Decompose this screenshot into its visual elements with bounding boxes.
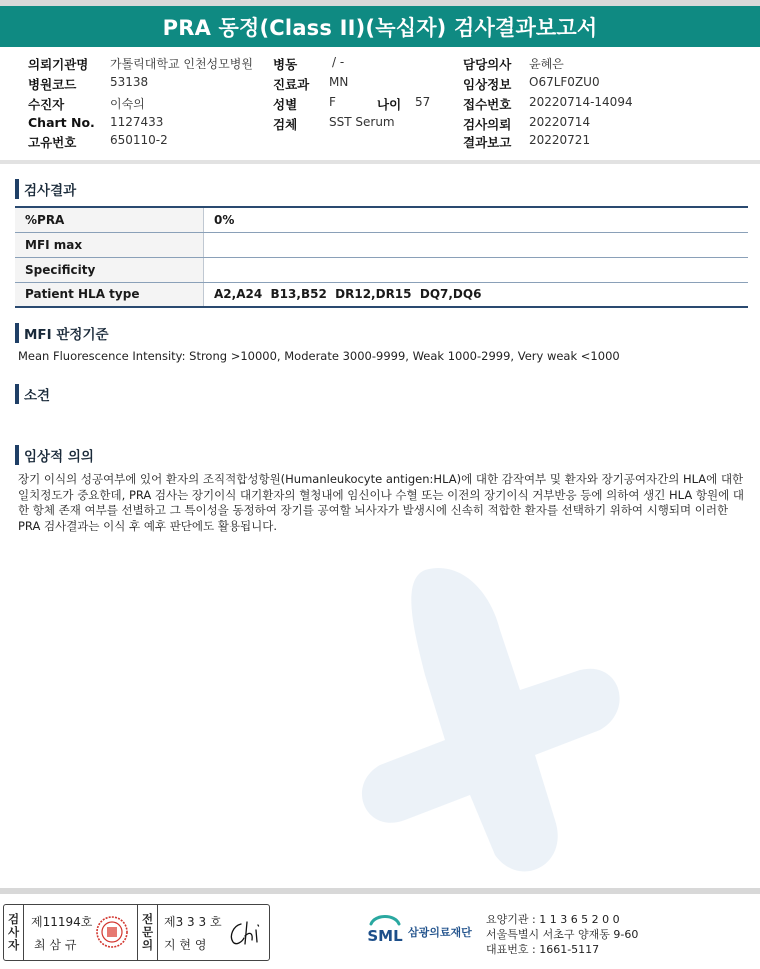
clinical-info-value: O67LF0ZU0 [529,75,600,89]
hospital-code-label: 병원코드 [28,77,77,92]
clinical-significance-text: 장기 이식의 성공여부에 있어 환자의 조직적합성항원(Humanleukocyte antigen:HLA)에 대한 감작여부 및 환자와 장기공여자간의 HLA에 대한 일치정도가 중요한데, PRA 검사는 장기이식 대기환자의 혈청내에 임신이나 수혈 또는 이전의 장기이식 거부반응 등에 의하여 생긴 HLA 항원에 대한 항체 존재 여부를 선별하고 그 특이성을 동정하여 장기를 공여할 뇌사자가 발생시에 신속히 적합한 환자를 선택하기 위하여 시행되며 이러한 PRA 검사결과는 이식 후 예후 판단에도 활용됩니다. [18,472,744,533]
result-value: A2,A24 B13,B52 DR12,DR15 DQ7,DQ6 [204,282,749,307]
heading-bar [15,445,19,465]
results-heading [15,178,76,200]
result-label: MFI max [15,232,204,257]
receipt-number-value: 20220714-14094 [529,95,633,109]
inspector-vertical-label [4,905,24,960]
info-row [0,55,760,73]
watermark-logo [330,560,630,920]
referring-institution-label: 의뢰기관명 [28,57,89,72]
info-row [0,115,760,133]
red-seal-icon [96,916,128,948]
specialist-vertical-label [137,905,158,960]
handwritten-signature [227,918,267,948]
specialist-license: 제3 3 3 호 [164,915,222,929]
specimen-value: SST Serum [329,115,395,129]
signature-box [3,904,270,961]
info-row [0,95,760,113]
department-value: MN [329,75,349,89]
label-char: 전 [141,912,154,926]
clinical-heading [15,444,94,466]
label-char: 사 [7,925,20,939]
doctor-value: 윤혜은 [529,57,564,71]
patient-name-label: 수진자 [28,97,65,112]
clinical-info-label: 임상정보 [463,77,512,92]
organization-address [486,912,638,957]
patient-info [0,55,760,155]
hospital-code-value: 53138 [110,75,149,89]
mfi-criteria-text: Mean Fluorescence Intensity: Strong >10000, Moderate 3000-9999, Weak 1000-2999, Very weak <1000 [18,349,620,363]
label-char: 의 [141,938,154,952]
report-date-value: 20220721 [529,133,591,147]
report-title: PRA 동정(Class II)(녹십자) 검사결과보고서 [0,6,760,47]
sex-label: 성별 [273,97,298,112]
report-date-label: 결과보고 [463,135,512,150]
inspector-license: 제11194호 [31,915,93,929]
sex-value: F [329,95,336,109]
info-row [0,133,760,151]
age-label: 나이 [377,97,402,112]
heading-bar [15,179,19,199]
result-label: Patient HLA type [15,282,204,307]
table-row [15,282,748,307]
patient-name-value: 이숙의 [110,97,145,111]
table-row [15,232,748,257]
results-table [15,206,748,308]
result-label: %PRA [15,207,204,232]
svg-text:SML: SML [367,927,403,945]
inspector-name: 최 삼 규 [34,938,77,952]
chart-no-label: Chart No. [28,115,95,130]
label-char: 문 [141,925,154,939]
institution-code: 요양기관 : 1 1 3 6 5 2 0 0 [486,913,620,926]
chart-no-value: 1127433 [110,115,164,129]
ward-value: / - [332,55,345,69]
doctor-label: 담당의사 [463,57,512,72]
address-line: 서울특별시 서초구 양재동 9-60 [486,928,639,941]
mfi-heading [15,322,109,344]
heading-bar [15,323,19,343]
clinical-heading-text: 임상적 의의 [24,449,94,465]
info-row [0,75,760,93]
opinion-heading [15,383,50,405]
age-value: 57 [415,95,431,109]
result-value: 0% [204,207,749,232]
request-date-value: 20220714 [529,115,591,129]
result-label: Specificity [15,257,204,282]
specialist-name: 지 현 영 [164,938,207,952]
referring-institution-value: 가톨릭대학교 인천성모병원 [110,57,253,71]
table-row [15,207,748,232]
results-heading-text: 검사결과 [24,183,77,199]
label-char: 자 [7,938,20,952]
footer-band [0,888,760,894]
opinion-heading-text: 소견 [24,388,51,404]
mfi-heading-text: MFI 판정기준 [24,327,109,343]
heading-bar [15,384,19,404]
ward-label: 병동 [273,57,298,72]
request-date-label: 검사의뢰 [463,117,512,132]
phone-number: 대표번호 : 1661-5117 [486,943,600,956]
result-value [204,257,749,282]
specimen-label: 검체 [273,117,298,132]
sml-logo-icon [365,910,405,950]
label-char: 검 [7,912,20,926]
organization-name: 삼광의료재단 [408,926,472,939]
department-label: 진료과 [273,77,310,92]
unique-number-value: 650110-2 [110,133,168,147]
unique-number-label: 고유번호 [28,135,77,150]
result-value [204,232,749,257]
receipt-number-label: 접수번호 [463,97,512,112]
section-divider [0,160,760,164]
table-row [15,257,748,282]
